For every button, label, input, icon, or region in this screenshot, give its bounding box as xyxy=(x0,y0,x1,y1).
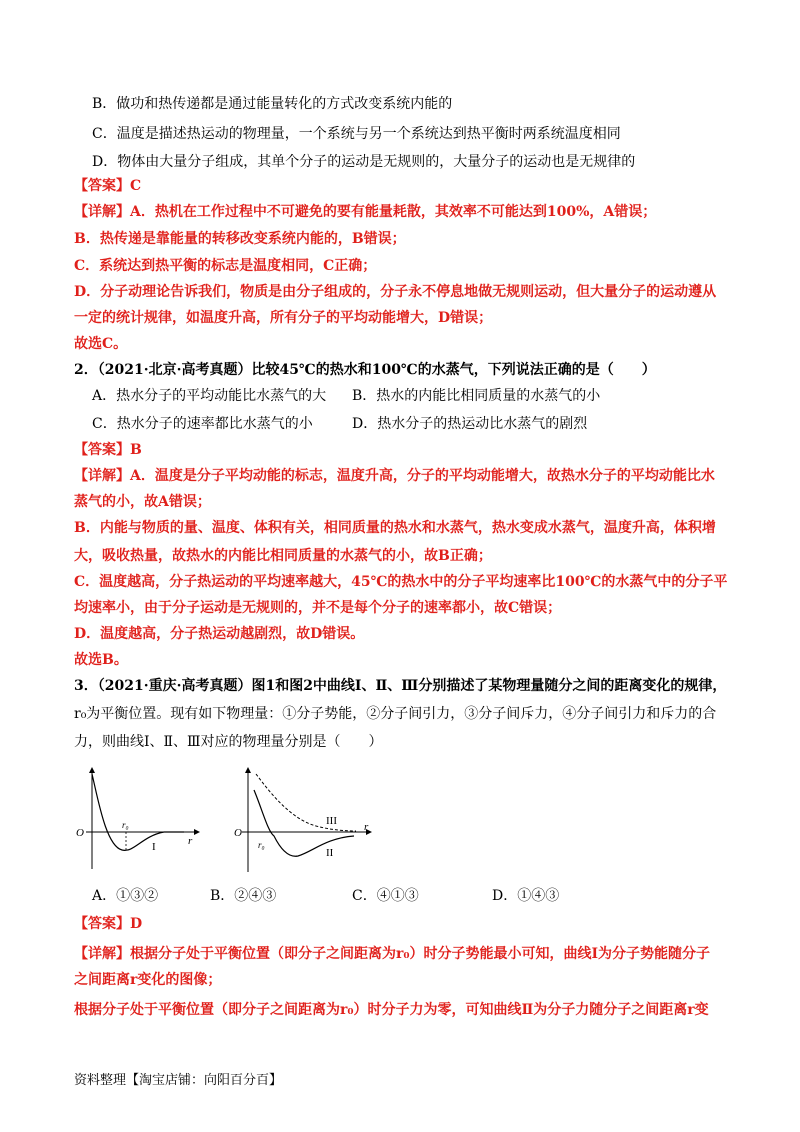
q3-option-c: C．④①③ xyxy=(352,888,419,904)
curve-i xyxy=(92,774,184,850)
q2-detail-line: 蒸气的小，故A错误； xyxy=(74,494,211,510)
origin-label: O xyxy=(234,827,242,839)
r0-label: r₀ xyxy=(122,820,129,830)
q1-detail-line: 故选C。 xyxy=(74,336,128,352)
curve-ii xyxy=(254,790,354,856)
q3-detail-line: 之间距离r变化的图像； xyxy=(74,972,222,988)
q1-answer: 【答案】C xyxy=(74,178,142,194)
figure-2 xyxy=(236,764,376,874)
q3-detail-line: 根据分子处于平衡位置（即分子之间距离为r₀）时分子力为零，可知曲线Ⅱ为分子力随分子之间距离r变 xyxy=(74,1002,709,1018)
q2-detail-line: D．温度越高，分子热运动越剧烈，故D错误。 xyxy=(74,626,365,642)
q2-stem: 2．（2021·北京·高考真题）比较45℃的热水和100℃的水蒸气，下列说法正确的是（ ） xyxy=(74,362,656,378)
r-axis-label: r xyxy=(364,821,369,833)
figure-1 xyxy=(76,764,204,874)
q2-detail-line: B．内能与物质的量、温度、体积有关，相同质量的热水和水蒸气，热水变成水蒸气，温度升高，体积增 xyxy=(74,520,716,536)
q1-detail-line: C．系统达到热平衡的标志是温度相同，C正确； xyxy=(74,258,377,274)
q1-option-b: B．做功和热传递都是通过能量转化的方式改变系统内能的 xyxy=(92,96,453,112)
curve-ii-label: II xyxy=(326,847,334,859)
q1-detail-line: 一定的统计规律，如温度升高，所有分子的平均动能增大，D错误； xyxy=(74,310,493,326)
q2-detail-line: 均速率小，由于分子运动是无规则的，并不是每个分子的速率都小，故C错误； xyxy=(74,600,562,616)
q2-detail-line: 故选B。 xyxy=(74,652,128,668)
q3-option-a: A．①③② xyxy=(92,888,159,904)
q3-stem-line: 力，则曲线Ⅰ、Ⅱ、Ⅲ对应的物理量分别是（ ） xyxy=(74,734,383,750)
q1-option-d: D．物体由大量分子组成，其单个分子的运动是无规则的，大量分子的运动也是无规律的 xyxy=(92,154,636,170)
q2-answer: 【答案】B xyxy=(74,442,142,458)
r-axis-label: r xyxy=(188,835,193,847)
q3-stem-line: r₀为平衡位置。现有如下物理量：①分子势能，②分子间引力，③分子间斥力，④分子间引力和斥力的合 xyxy=(74,706,717,722)
curve-iii-label: III xyxy=(326,815,337,827)
curve-iii xyxy=(256,774,356,831)
q2-option-d: D．热水分子的热运动比水蒸气的剧烈 xyxy=(352,416,588,432)
q2-detail-line: 大，吸收热量，故热水的内能比相同质量的水蒸气的小，故B正确； xyxy=(74,548,492,564)
origin-label: O xyxy=(76,827,84,839)
q2-detail-line: C．温度越高，分子热运动的平均速率越大，45℃的热水中的分子平均速率比100℃的水蒸气中的分子平 xyxy=(74,574,728,590)
q3-option-b: B．②④③ xyxy=(210,888,277,904)
curve-i-label: I xyxy=(152,841,156,853)
q1-detail-line: 【详解】A．热机在工作过程中不可避免的要有能量耗散，其效率不可能达到100%，A错误； xyxy=(74,204,657,220)
q2-detail-line: 【详解】A．温度是分子平均动能的标志，温度升高，分子的平均动能增大，故热水分子的平均动能比水 xyxy=(74,468,715,484)
footer-note: 资料整理【淘宝店铺：向阳百分百】 xyxy=(74,1073,283,1088)
q1-option-c: C．温度是描述热运动的物理量，一个系统与另一个系统达到热平衡时两系统温度相同 xyxy=(92,126,621,142)
q2-option-a: A．热水分子的平均动能比水蒸气的大 xyxy=(92,388,327,404)
q3-answer: 【答案】D xyxy=(74,916,143,932)
q3-option-d: D．①④③ xyxy=(492,888,560,904)
r0-label: r₀ xyxy=(258,840,265,850)
q2-option-c: C．热水分子的速率都比水蒸气的小 xyxy=(92,416,313,432)
q3-detail-line: 【详解】根据分子处于平衡位置（即分子之间距离为r₀）时分子势能最小可知，曲线Ⅰ为分子势能随分子 xyxy=(74,946,711,962)
q1-detail-line: D．分子动理论告诉我们，物质是由分子组成的，分子永不停息地做无规则运动，但大量分子的运动遵从 xyxy=(74,284,717,300)
q2-option-b: B．热水的内能比相同质量的水蒸气的小 xyxy=(352,388,601,404)
q1-detail-line: B．热传递是靠能量的转移改变系统内能的，B错误； xyxy=(74,231,406,247)
q3-stem-line: 3．（2021·重庆·高考真题）图1和图2中曲线Ⅰ、Ⅱ、Ⅲ分别描述了某物理量随分之间的距离变化的规律， xyxy=(74,678,727,694)
